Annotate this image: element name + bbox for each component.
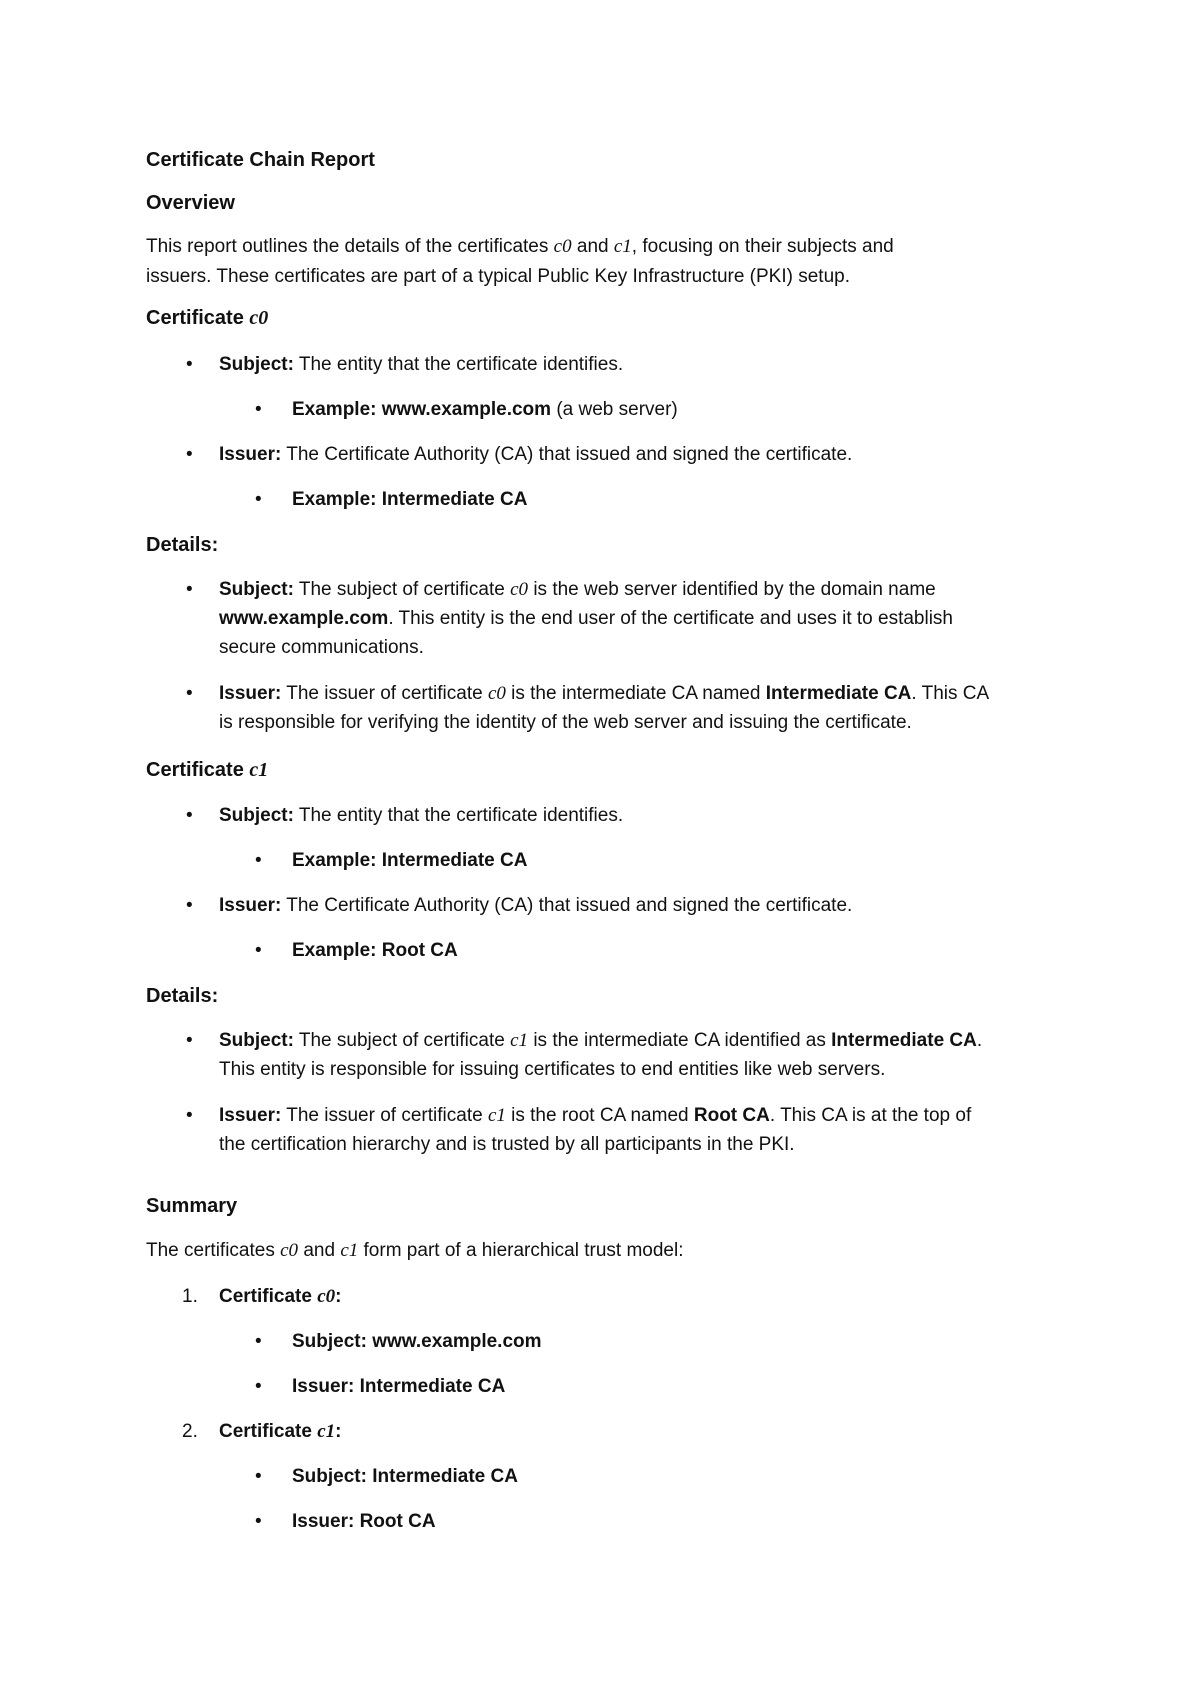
details1-issuer-line-1 — [219, 1101, 971, 1130]
issuer-label: Issuer: — [219, 444, 282, 465]
cert0-subject — [219, 350, 623, 379]
summary-item-label: Certificate — [219, 1421, 318, 1442]
overview-line-2: issuers. These certificates are part of a typical Public Key Infrastructure (PKI) setup. — [146, 266, 851, 287]
bullet-icon: • — [255, 940, 262, 961]
subject-text: The entity that the certificate identifies. — [293, 805, 624, 826]
details-text: The subject of certificate — [293, 579, 511, 600]
subject-label: Subject: — [219, 1030, 294, 1051]
cert1-heading — [146, 756, 268, 785]
details1-issuer-line-2: the certification hierarchy and is trusted by all participants in the PKI. — [219, 1134, 795, 1155]
details0-subject-line-2 — [219, 604, 953, 633]
summary-intro — [146, 1236, 684, 1265]
math-c1: c1 — [317, 1421, 336, 1442]
cert0-heading-text: Certificate — [146, 307, 250, 329]
subject-label: Subject: — [219, 579, 294, 600]
bullet-icon: • — [186, 1105, 193, 1126]
cert0-issuer — [219, 440, 852, 469]
math-c0: c0 — [487, 683, 506, 704]
details-text: . This CA is at the top of — [769, 1105, 972, 1126]
summary-item-label: : — [335, 1421, 342, 1442]
subject-label: Subject: — [219, 354, 294, 375]
details0-issuer-line-2: is responsible for verifying the identity of the web server and issuing the certificate. — [219, 712, 912, 733]
bullet-icon: • — [255, 850, 262, 871]
summary-item-label: : — [335, 1286, 342, 1307]
example-note: (a web server) — [551, 399, 678, 420]
summary-text: and — [298, 1240, 341, 1261]
cert1-heading-text: Certificate — [146, 759, 250, 781]
details0-heading: Details: — [146, 534, 219, 556]
ca-name: Intermediate CA — [831, 1030, 977, 1051]
subject-label: Subject: — [219, 805, 294, 826]
summary-heading: Summary — [146, 1195, 238, 1217]
bullet-icon: • — [255, 1511, 262, 1532]
math-c0: c0 — [280, 1240, 299, 1261]
details-text: is the root CA named — [505, 1105, 694, 1126]
summary-item-2-issuer: Issuer: Root CA — [292, 1511, 436, 1532]
cert1-subject — [219, 801, 623, 830]
issuer-text: The Certificate Authority (CA) that issued and signed the certificate. — [281, 895, 853, 916]
cert0-subject-example — [292, 395, 678, 424]
details-text: . This CA — [911, 683, 990, 704]
subject-text: The entity that the certificate identifies. — [293, 354, 624, 375]
summary-item-2 — [219, 1417, 341, 1446]
bullet-icon: • — [255, 489, 262, 510]
issuer-text: The Certificate Authority (CA) that issued and signed the certificate. — [281, 444, 853, 465]
math-c1: c1 — [249, 759, 269, 781]
math-c0: c0 — [510, 579, 529, 600]
document-title: Certificate Chain Report — [146, 149, 375, 171]
math-c1: c1 — [340, 1240, 359, 1261]
bullet-icon: • — [186, 895, 193, 916]
math-c0: c0 — [249, 307, 269, 329]
details-text: . — [976, 1030, 983, 1051]
bullet-icon: • — [255, 399, 262, 420]
bullet-icon: • — [255, 1331, 262, 1352]
list-number: 1. — [182, 1286, 198, 1307]
details0-subject-line-3: secure communications. — [219, 637, 424, 658]
bullet-icon: • — [186, 683, 193, 704]
bullet-icon: • — [186, 1030, 193, 1051]
math-c0: c0 — [553, 236, 572, 257]
cert1-issuer-example: Example: Root CA — [292, 940, 458, 961]
overview-text: , focusing on their subjects and — [631, 236, 894, 257]
issuer-label: Issuer: — [219, 683, 282, 704]
details0-issuer-line-1 — [219, 679, 989, 708]
summary-item-1-subject: Subject: www.example.com — [292, 1331, 542, 1352]
issuer-label: Issuer: — [219, 1105, 282, 1126]
details-text: . This entity is the end user of the certificate and uses it to establish — [388, 608, 953, 629]
overview-heading: Overview — [146, 192, 235, 214]
details-text: The issuer of certificate — [281, 1105, 488, 1126]
details-text: The issuer of certificate — [281, 683, 488, 704]
details1-heading: Details: — [146, 985, 219, 1007]
bullet-icon: • — [255, 1466, 262, 1487]
details1-subject-line-2: This entity is responsible for issuing certificates to end entities like web servers. — [219, 1059, 886, 1080]
cert0-heading — [146, 304, 268, 333]
cert1-subject-example: Example: Intermediate CA — [292, 850, 528, 871]
details1-subject-line-1 — [219, 1026, 982, 1055]
bullet-icon: • — [186, 579, 193, 600]
bullet-icon: • — [255, 1376, 262, 1397]
details-text: is the web server identified by the domain name — [528, 579, 936, 600]
bullet-icon: • — [186, 444, 193, 465]
summary-item-1-issuer: Issuer: Intermediate CA — [292, 1376, 506, 1397]
summary-item-1 — [219, 1282, 341, 1311]
details-text: is the intermediate CA named — [505, 683, 766, 704]
math-c0: c0 — [317, 1286, 336, 1307]
ca-name: Intermediate CA — [765, 683, 912, 704]
bullet-icon: • — [186, 354, 193, 375]
details0-subject-line-1 — [219, 575, 936, 604]
list-number: 2. — [182, 1421, 198, 1442]
details-text: The subject of certificate — [293, 1030, 511, 1051]
math-c1: c1 — [487, 1105, 506, 1126]
overview-text: and — [571, 236, 614, 257]
summary-item-label: Certificate — [219, 1286, 318, 1307]
cert1-issuer — [219, 891, 852, 920]
cert0-issuer-example: Example: Intermediate CA — [292, 489, 528, 510]
domain-name: www.example.com — [219, 608, 389, 629]
summary-item-2-subject: Subject: Intermediate CA — [292, 1466, 518, 1487]
ca-name: Root CA — [693, 1105, 770, 1126]
overview-text: This report outlines the details of the certificates — [146, 236, 554, 257]
summary-text: form part of a hierarchical trust model: — [358, 1240, 684, 1261]
bullet-icon: • — [186, 805, 193, 826]
issuer-label: Issuer: — [219, 895, 282, 916]
overview-line-1 — [146, 232, 894, 261]
details-text: is the intermediate CA identified as — [528, 1030, 832, 1051]
example-label: Example: www.example.com — [292, 399, 552, 420]
math-c1: c1 — [510, 1030, 529, 1051]
summary-text: The certificates — [146, 1240, 281, 1261]
math-c1: c1 — [613, 236, 632, 257]
